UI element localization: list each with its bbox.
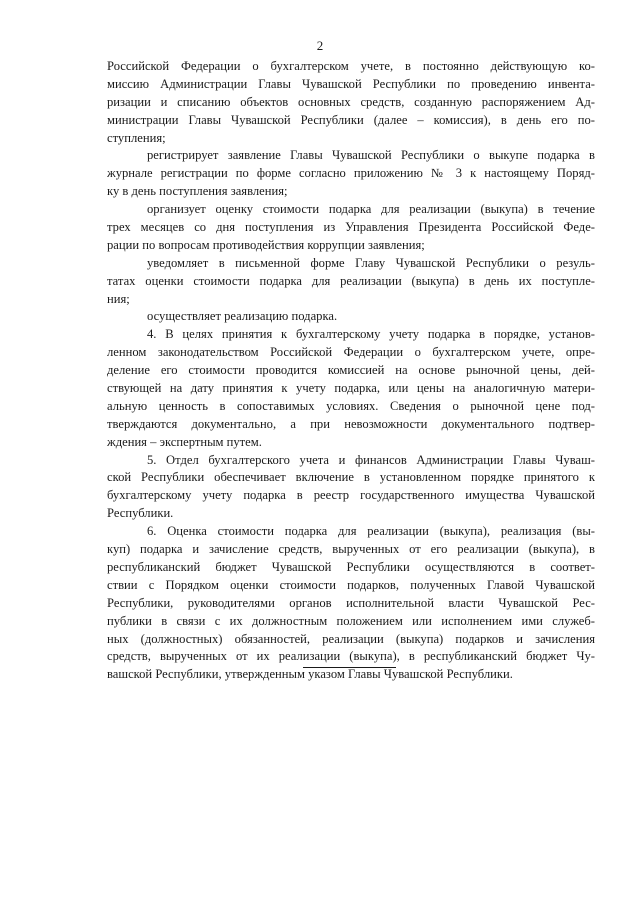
text-line: куп) подарка и зачисление средств, вырученных от его реализации (выкупа), в (107, 542, 595, 557)
text-line: Республики. (107, 506, 174, 521)
text-line: регистрирует заявление Главы Чувашской Республики о выкупе подарка в (147, 148, 595, 163)
document-body (107, 58, 595, 684)
text-line: 5. Отдел бухгалтерского учета и финансов Администрации Главы Чуваш- (147, 452, 595, 467)
text-line: тверждаются документально, а при невозможности документального подтвер- (107, 416, 595, 431)
text-line: средств, вырученных от их реализации (выкупа), в республиканский бюджет Чу- (107, 649, 595, 664)
text-line: деление его стоимости проводится комиссией на основе рыночной цены, дей- (107, 363, 595, 378)
text-line: республиканский бюджет Чувашской Республики осуществляются в соответ- (107, 559, 595, 574)
text-line: Российской Федерации о бухгалтерском учете, в постоянно действующую ко- (107, 59, 595, 73)
text-line: миссию Администрации Главы Чувашской Республики по проведению инвента- (107, 76, 595, 91)
text-line: организует оценку стоимости подарка для реализации (выкупа) в течение (147, 202, 595, 217)
text-line: вашской Республики, утвержденным указом Главы Чувашской Республики. (107, 667, 513, 682)
text-line: ленном законодательством Российской Федерации о бухгалтерском учете, опре- (107, 345, 595, 360)
text-line: альную ценность в сопоставимых условиях. Сведения о рыночной цене под- (107, 398, 595, 413)
closing-rule-line (303, 667, 396, 668)
text-line: уведомляет в письменной форме Главу Чувашской Республики о резуль- (147, 255, 595, 270)
text-line: ния; (107, 291, 130, 306)
text-line: министрации Главы Чувашской Республики (далее – комиссия), в день его по- (107, 112, 595, 127)
text-line: ризации и списанию объектов основных средств, созданную распоряжением Ад- (107, 94, 595, 109)
text-line: ствующей на дату принятия к учету подарка, или цены на аналогичную матери- (107, 381, 595, 396)
text-line: 4. В целях принятия к бухгалтерскому учету подарка в порядке, установ- (147, 327, 595, 342)
text-line: рации по вопросам противодействия коррупции заявления; (107, 237, 425, 252)
text-line: публики в связи с их должностным положением или исполнением ими служеб- (107, 613, 595, 628)
text-line: татах оценки стоимости подарка для реализации (выкупа) в день их поступле- (107, 273, 595, 288)
text-line: ской Республики обеспечивает включение в установленном порядке принятого к (107, 470, 595, 485)
text-line: журнале регистрации по форме согласно приложению № 3 к настоящему Поряд- (107, 166, 595, 181)
page-number: 2 (316, 38, 324, 53)
text-line: ствии с Порядком оценки стоимости подарков, полученных Главой Чувашской (107, 577, 595, 592)
text-line: трех месяцев со дня поступления из Управления Президента Российской Феде- (107, 220, 595, 235)
text-line: ных (должностных) обязанностей, реализации (выкупа) подарков и зачисления (107, 631, 595, 646)
text-line: осуществляет реализацию подарка. (147, 309, 338, 324)
text-line: ждения – экспертным путем. (107, 434, 262, 449)
text-line: ку в день поступления заявления; (107, 184, 288, 199)
text-line: Республики, руководителями органов исполнительной власти Чувашской Рес- (107, 595, 595, 610)
text-line: 6. Оценка стоимости подарка для реализации (выкупа), реализация (вы- (147, 524, 595, 539)
text-line: ступления; (107, 130, 166, 145)
text-line: бухгалтерскому учету подарка в реестр государственного имущества Чувашской (107, 488, 595, 503)
